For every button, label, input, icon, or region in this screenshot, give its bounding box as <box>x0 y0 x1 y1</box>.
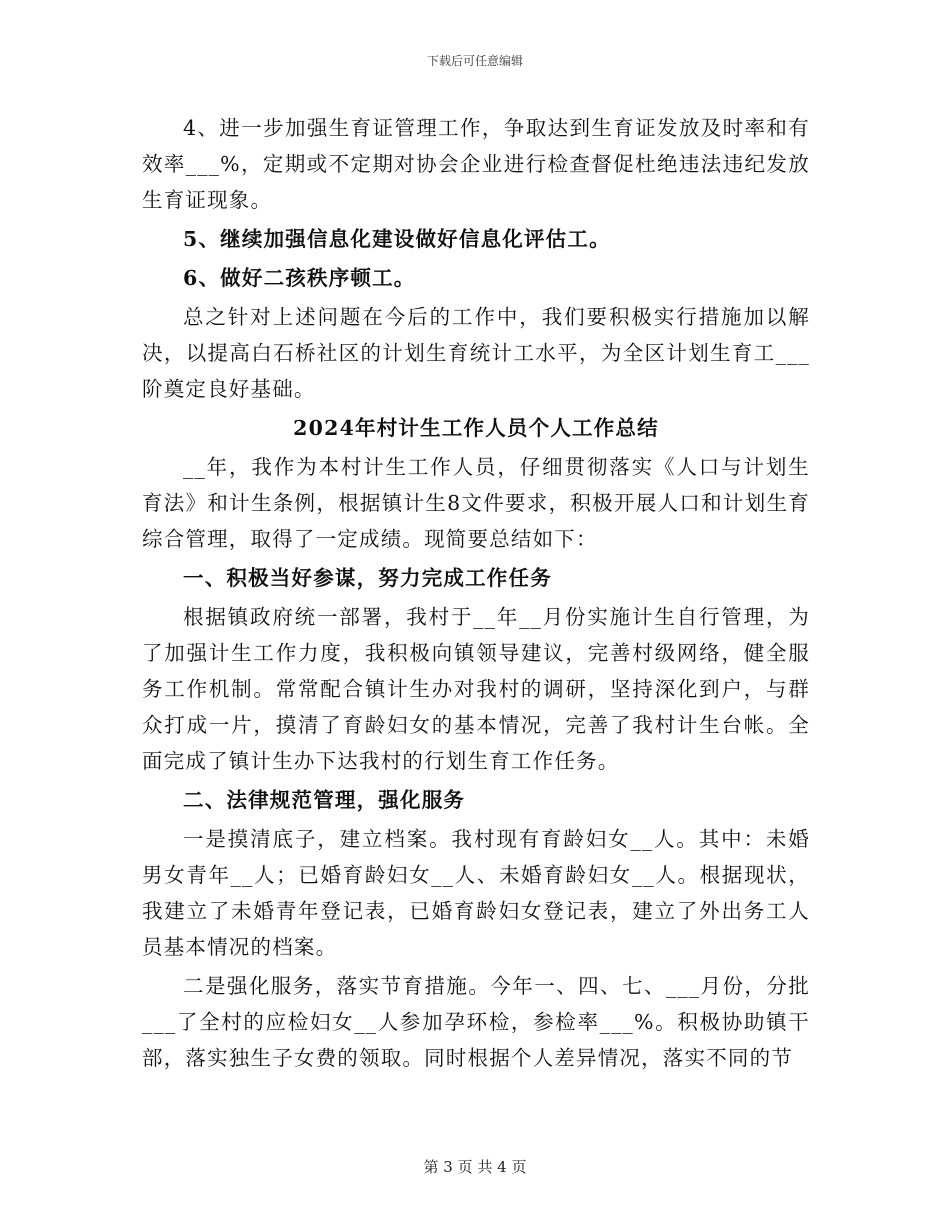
document-title: 2024年村计生工作人员个人工作总结 <box>293 416 659 440</box>
paragraph-item-6: 6、做好二孩秩序顿工。 <box>183 266 416 290</box>
section-heading-1: 一、积极当好参谋，努力完成工作任务 <box>183 566 552 590</box>
paragraph-archive: 一是摸清底子，建立档案。我村现有育龄妇女__人。其中：未婚男女青年__人；已婚育龄妇女__人、未婚育龄妇女__人。根据现状，我建立了未婚青年登记表，已婚育龄妇女登记表，建立了外出务工人员基本情况的档案。 <box>142 827 810 959</box>
paragraph-item-5: 5、继续加强信息化建设做好信息化评估工。 <box>183 227 611 251</box>
paragraph-item-4: 4、进一步加强生育证管理工作，争取达到生育证发放及时率和有效率___%，定期或不定期对协会企业进行检查督促杜绝违法违纪发放生育证现象。 <box>142 116 810 212</box>
page-header: 下载后可任意编辑 <box>426 54 523 68</box>
paragraph-intro: __年，我作为本村计生工作人员，仔细贯彻落实《人口与计划生育法》和计生条例，根据镇计生8文件要求，积极开展人口和计划生育综合管理，取得了一定成绩。现简要总结如下： <box>142 455 810 551</box>
section-heading-2: 二、法律规范管理，强化服务 <box>183 788 466 812</box>
page-footer: 第 3 页 共 4 页 <box>423 1158 527 1176</box>
paragraph-section-1: 根据镇政府统一部署，我村于__年__月份实施计生自行管理，为了加强计生工作力度，我积极向镇领导建议，完善村级网络，健全服务工作机制。常常配合镇计生办对我村的调研，坚持深化到户，与群众打成一片，摸清了育龄妇女的基本情况，完善了我村计生台帐。全面完成了镇计生办下达我村的行划生育工作任务。 <box>142 605 810 773</box>
document-body <box>142 110 810 1079</box>
paragraph-service: 二是强化服务，落实节育措施。今年一、四、七、___月份，分批___了全村的应检妇女__人参加孕环检，参检率___%。积极协助镇干部，落实独生子女费的领取。同时根据个人差异情况，落实不同的节 <box>142 974 810 1070</box>
paragraph-conclusion: 总之针对上述问题在今后的工作中，我们要积极实行措施加以解决，以提高白石桥社区的计划生育统计工水平，为全区计划生育工___阶奠定良好基础。 <box>142 305 810 401</box>
